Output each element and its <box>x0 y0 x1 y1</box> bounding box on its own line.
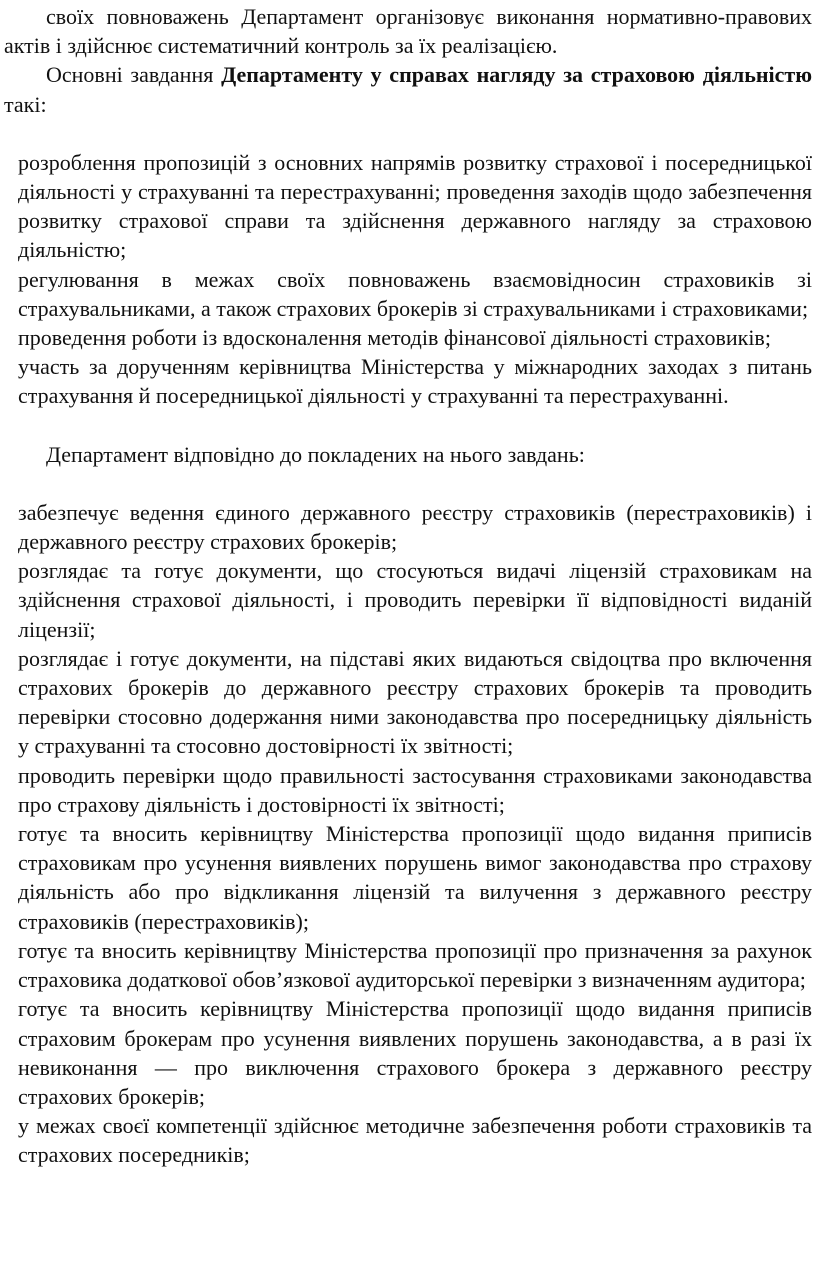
spacer <box>4 469 812 498</box>
function-item: забезпечує ведення єдиного державного реєстру страховиків (перестраховиків) і державного реєстру страхових брокерів; <box>18 499 812 555</box>
tasks-heading <box>4 60 812 118</box>
function-item: готує та вносить керівництву Міністерства пропозиції щодо видання приписів страховикам про усунення виявлених порушень вимог законодавства про страхову діяльність або про відкликання ліцензій та вилучення з державного реєстру страховиків (перестраховиків); <box>18 821 812 934</box>
task-item: участь за дорученням керівництва Міністерства у міжнародних заходах з питань страхування й посередницької діяльності у страхуванні та перестрахуванні. <box>18 354 812 409</box>
task-item: розроблення пропозицій з основних напрямів розвитку страхової і посередницької діяльності у страхуванні та перестрахуванні; проведення заходів щодо забезпечення розвитку страхової справи та здійснення державного нагляду за страховою діяльністю; <box>18 149 812 263</box>
department-name: Департаменту у справах нагляду за страховою діяльністю <box>221 62 813 88</box>
spacer <box>4 119 812 148</box>
task-item: регулювання в межах своїх повноважень взаємовідносин страховиків зі страхувальниками, а також страхових брокерів зі страхувальниками і страховиками; <box>18 266 812 321</box>
tasks-heading-suffix: такі: <box>4 91 47 117</box>
function-item: проводить перевірки щодо правильності застосування страховиками законодавства про страхову діяльність і достовірності їх звітності; <box>18 762 812 817</box>
functions-heading: Департамент відповідно до покладених на нього завдань: <box>46 441 585 467</box>
function-item: готує та вносить керівництву Міністерства пропозиції щодо видання приписів страховим брокерам про усунення виявлених порушень законодавства, а в разі їх невиконання — про виключення страхового брокера з державного реєстру страхових брокерів; <box>18 996 812 1109</box>
intro-paragraph: своїх повноважень Департамент організовує виконання нормативно-правових актів і здійснює систематичний контроль за їх реалізацією. <box>4 4 812 59</box>
function-item: у межах своєї компетенції здійснює методичне забезпечення роботи страховиків та страхових посередників; <box>18 1113 812 1168</box>
function-item: розглядає і готує документи, на підставі яких видаються свідоцтва про включення страхових брокерів до державного реєстру страхових брокерів та проводить перевірки стосовно додержання ними законодавства про посередницьку діяльність у страхуванні та стосовно достовірності їх звітності; <box>18 645 812 759</box>
task-item: проведення роботи із вдосконалення методів фінансової діяльності страховиків; <box>18 325 771 351</box>
spacer <box>4 411 812 440</box>
tasks-heading-prefix: Основні завдання <box>46 62 222 88</box>
function-item: розглядає та готує документи, що стосуються видачі ліцензій страховикам на здійснення страхової діяльності, і проводить перевірки її відповідності виданій ліцензії; <box>18 558 812 642</box>
function-item: готує та вносить керівництву Міністерства пропозиції про призначення за рахунок страховика додаткової обов’язкової аудиторської перевірки з визначенням аудитора; <box>18 937 812 993</box>
